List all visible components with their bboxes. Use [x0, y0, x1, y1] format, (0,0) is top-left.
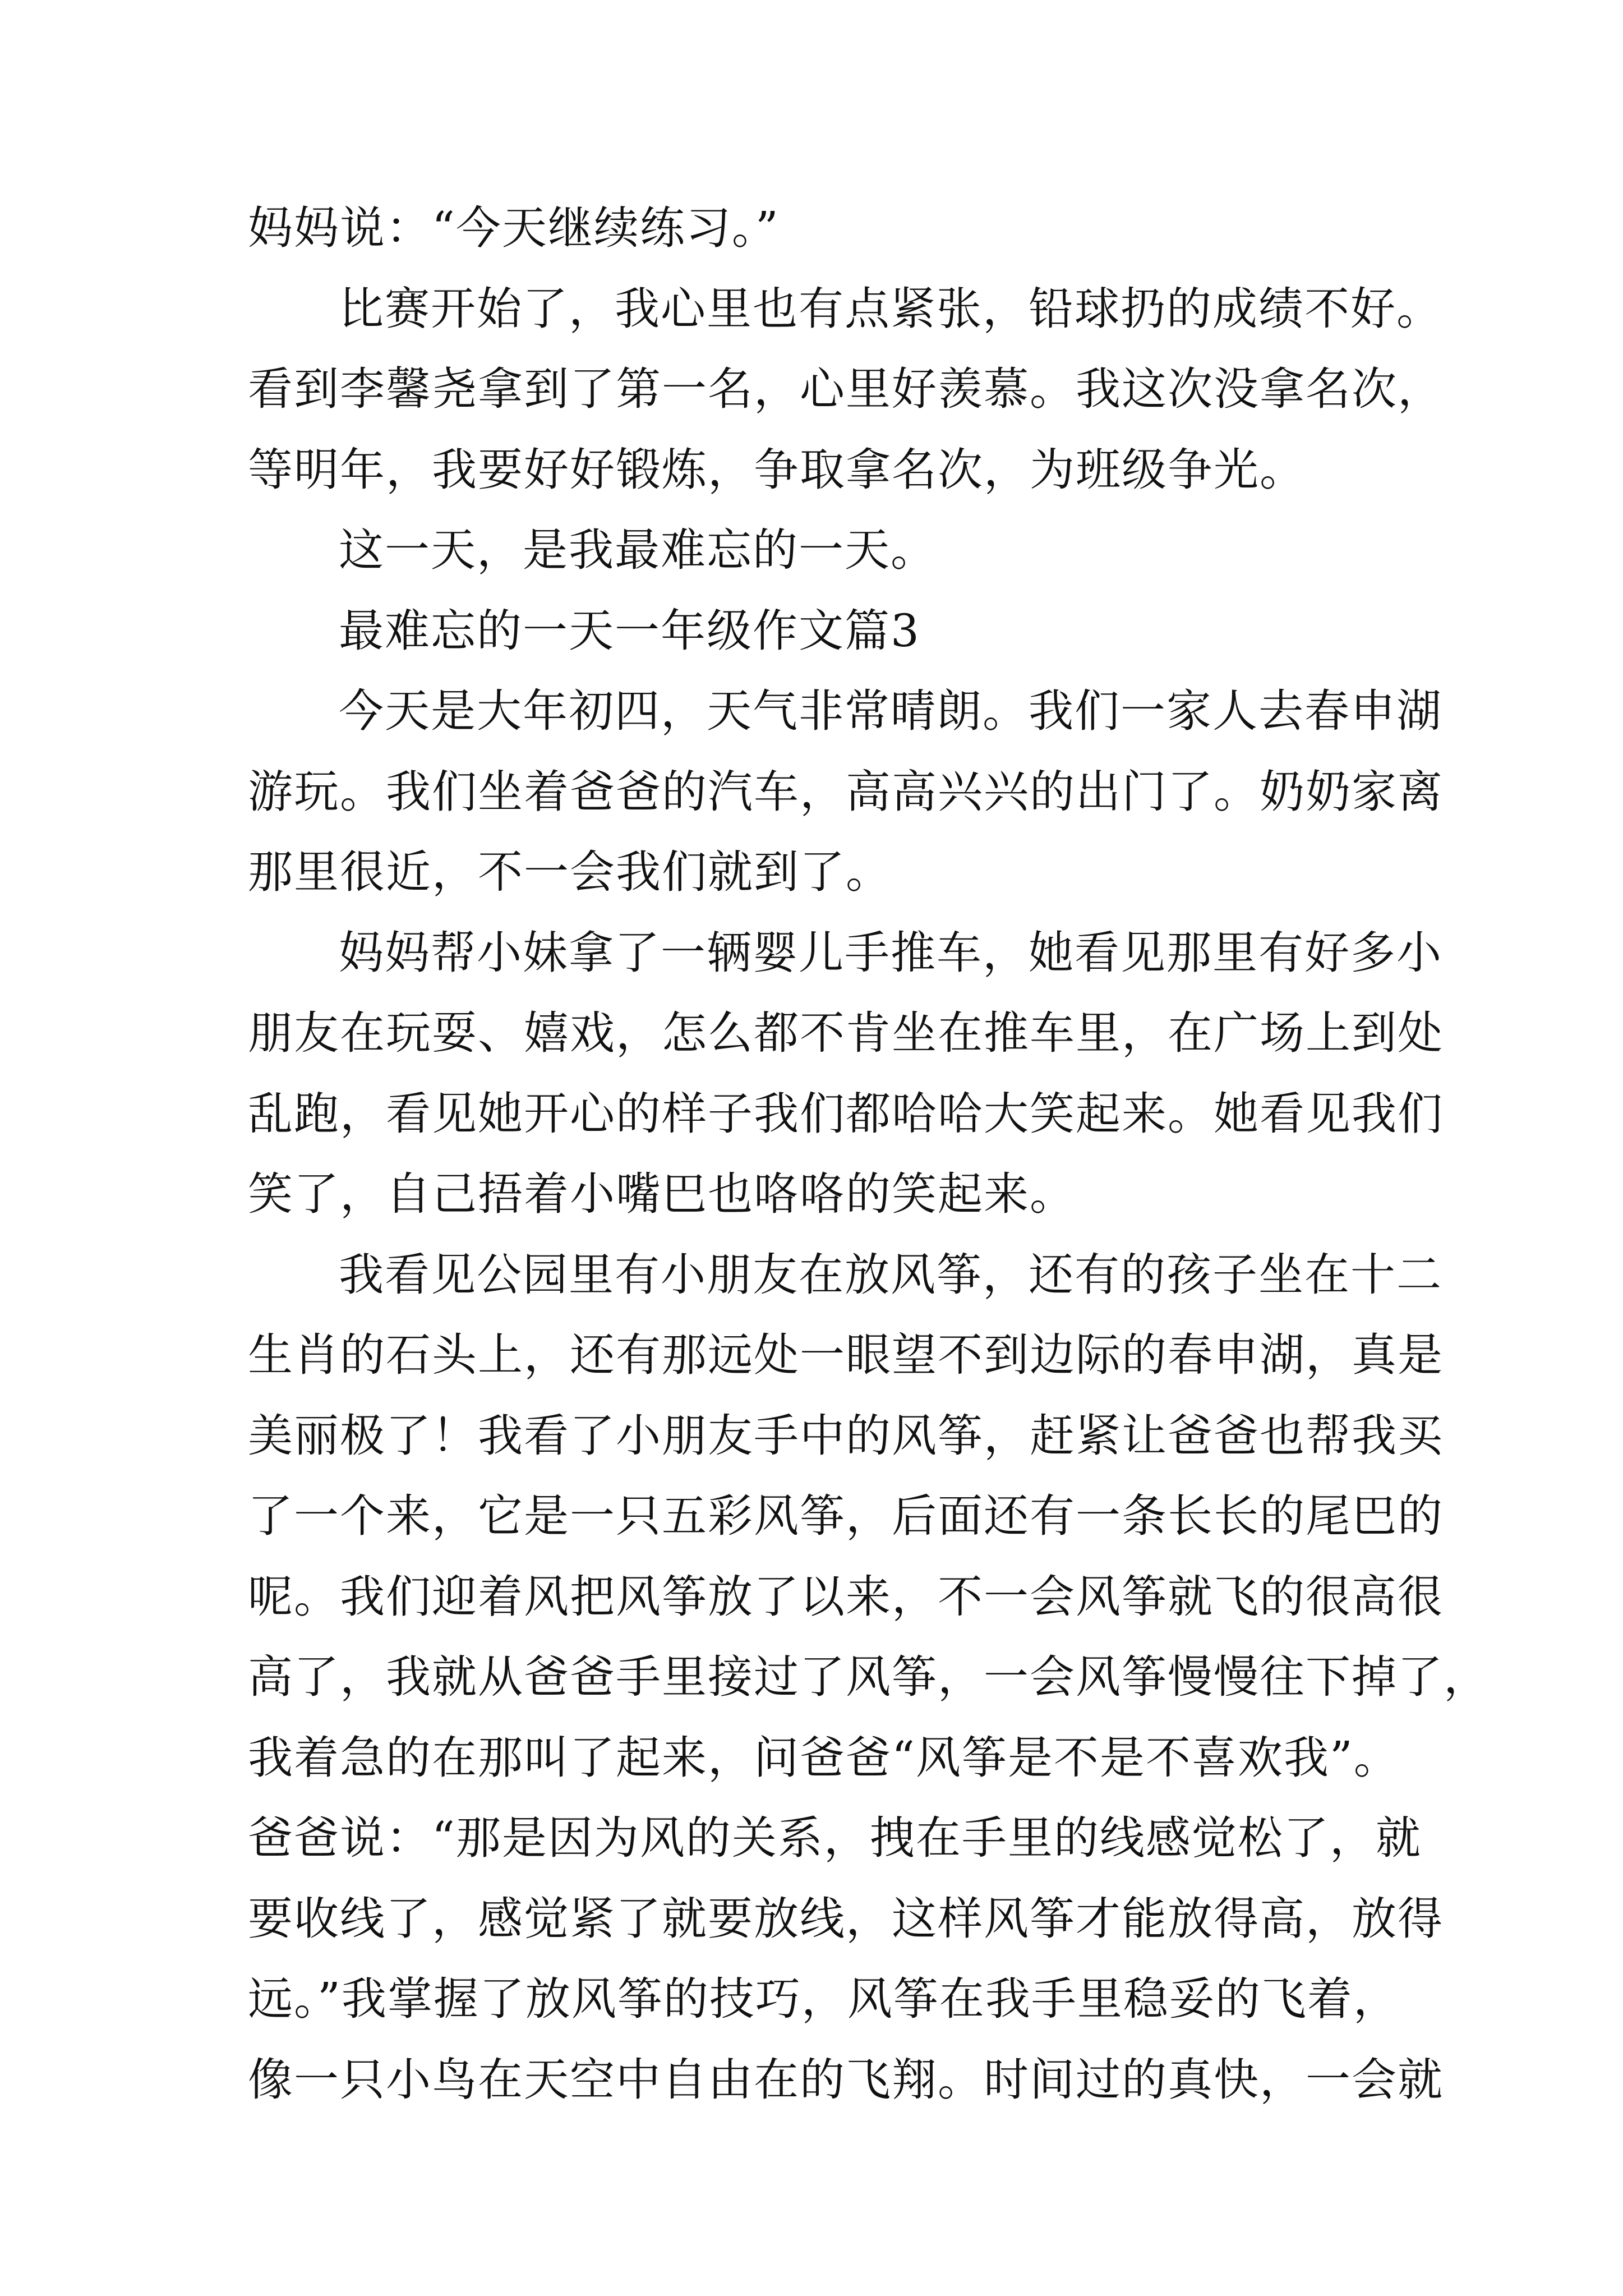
text-line: 我看见公园里有小朋友在放风筝，还有的孩子坐在十二 [339, 1248, 1442, 1301]
document-body [248, 188, 1490, 2120]
text-line: 了一个来，它是一只五彩风筝，后面还有一条长长的尾巴的 [248, 1490, 1444, 1542]
section-heading: 最难忘的一天一年级作文篇3 [339, 604, 920, 657]
text-line: 生肖的石头上，还有那远处一眼望不到边际的春申湖，真是 [248, 1329, 1444, 1381]
text-line: 呢。我们迎着风把风筝放了以来，不一会风筝就飞的很高很 [248, 1570, 1444, 1623]
text-line: 等明年，我要好好锻炼，争取拿名次，为班级争光。 [248, 443, 1306, 496]
text-line: 像一只小鸟在天空中自由在的飞翔。时间过的真快，一会就 [248, 2053, 1444, 2106]
text-line: 妈妈帮小妹拿了一辆婴儿手推车，她看见那里有好多小 [339, 926, 1442, 979]
text-line: 我着急的在那叫了起来，问爸爸“风筝是不是不喜欢我”。 [248, 1731, 1400, 1784]
text-line: 笑了，自己捂着小嘴巴也咯咯的笑起来。 [248, 1168, 1076, 1220]
text-line: 这一天，是我最难忘的一天。 [339, 524, 937, 576]
text-line: 今天是大年初四，天气非常晴朗。我们一家人去春申湖 [339, 685, 1442, 737]
text-line: 朋友在玩耍、嬉戏，怎么都不肯坐在推车里，在广场上到处 [248, 1007, 1444, 1059]
text-line: 那里很近，不一会我们就到了。 [248, 846, 892, 898]
text-line: 乱跑，看见她开心的样子我们都哈哈大笑起来。她看见我们 [248, 1087, 1444, 1140]
text-line: 爸爸说：“那是因为风的关系，拽在手里的线感觉松了，就 [248, 1812, 1422, 1864]
text-line: 美丽极了！我看了小朋友手中的风筝，赶紧让爸爸也帮我买 [248, 1409, 1444, 1462]
text-line: 游玩。我们坐着爸爸的汽车，高高兴兴的出门了。奶奶家离 [248, 765, 1444, 818]
text-line: 高了，我就从爸爸手里接过了风筝，一会风筝慢慢往下掉了， [248, 1651, 1490, 1703]
text-line: 看到李馨尧拿到了第一名，心里好羡慕。我这次没拿名次， [248, 363, 1444, 415]
text-line: 要收线了，感觉紧了就要放线，这样风筝才能放得高，放得 [248, 1892, 1444, 1945]
text-line: 远。”我掌握了放风筝的技巧，风筝在我手里稳妥的飞着， [248, 1973, 1399, 2025]
text-line: 比赛开始了，我心里也有点紧张，铅球扔的成绩不好。 [339, 282, 1442, 335]
text-line: 妈妈说：“今天继续练习。” [248, 202, 780, 254]
